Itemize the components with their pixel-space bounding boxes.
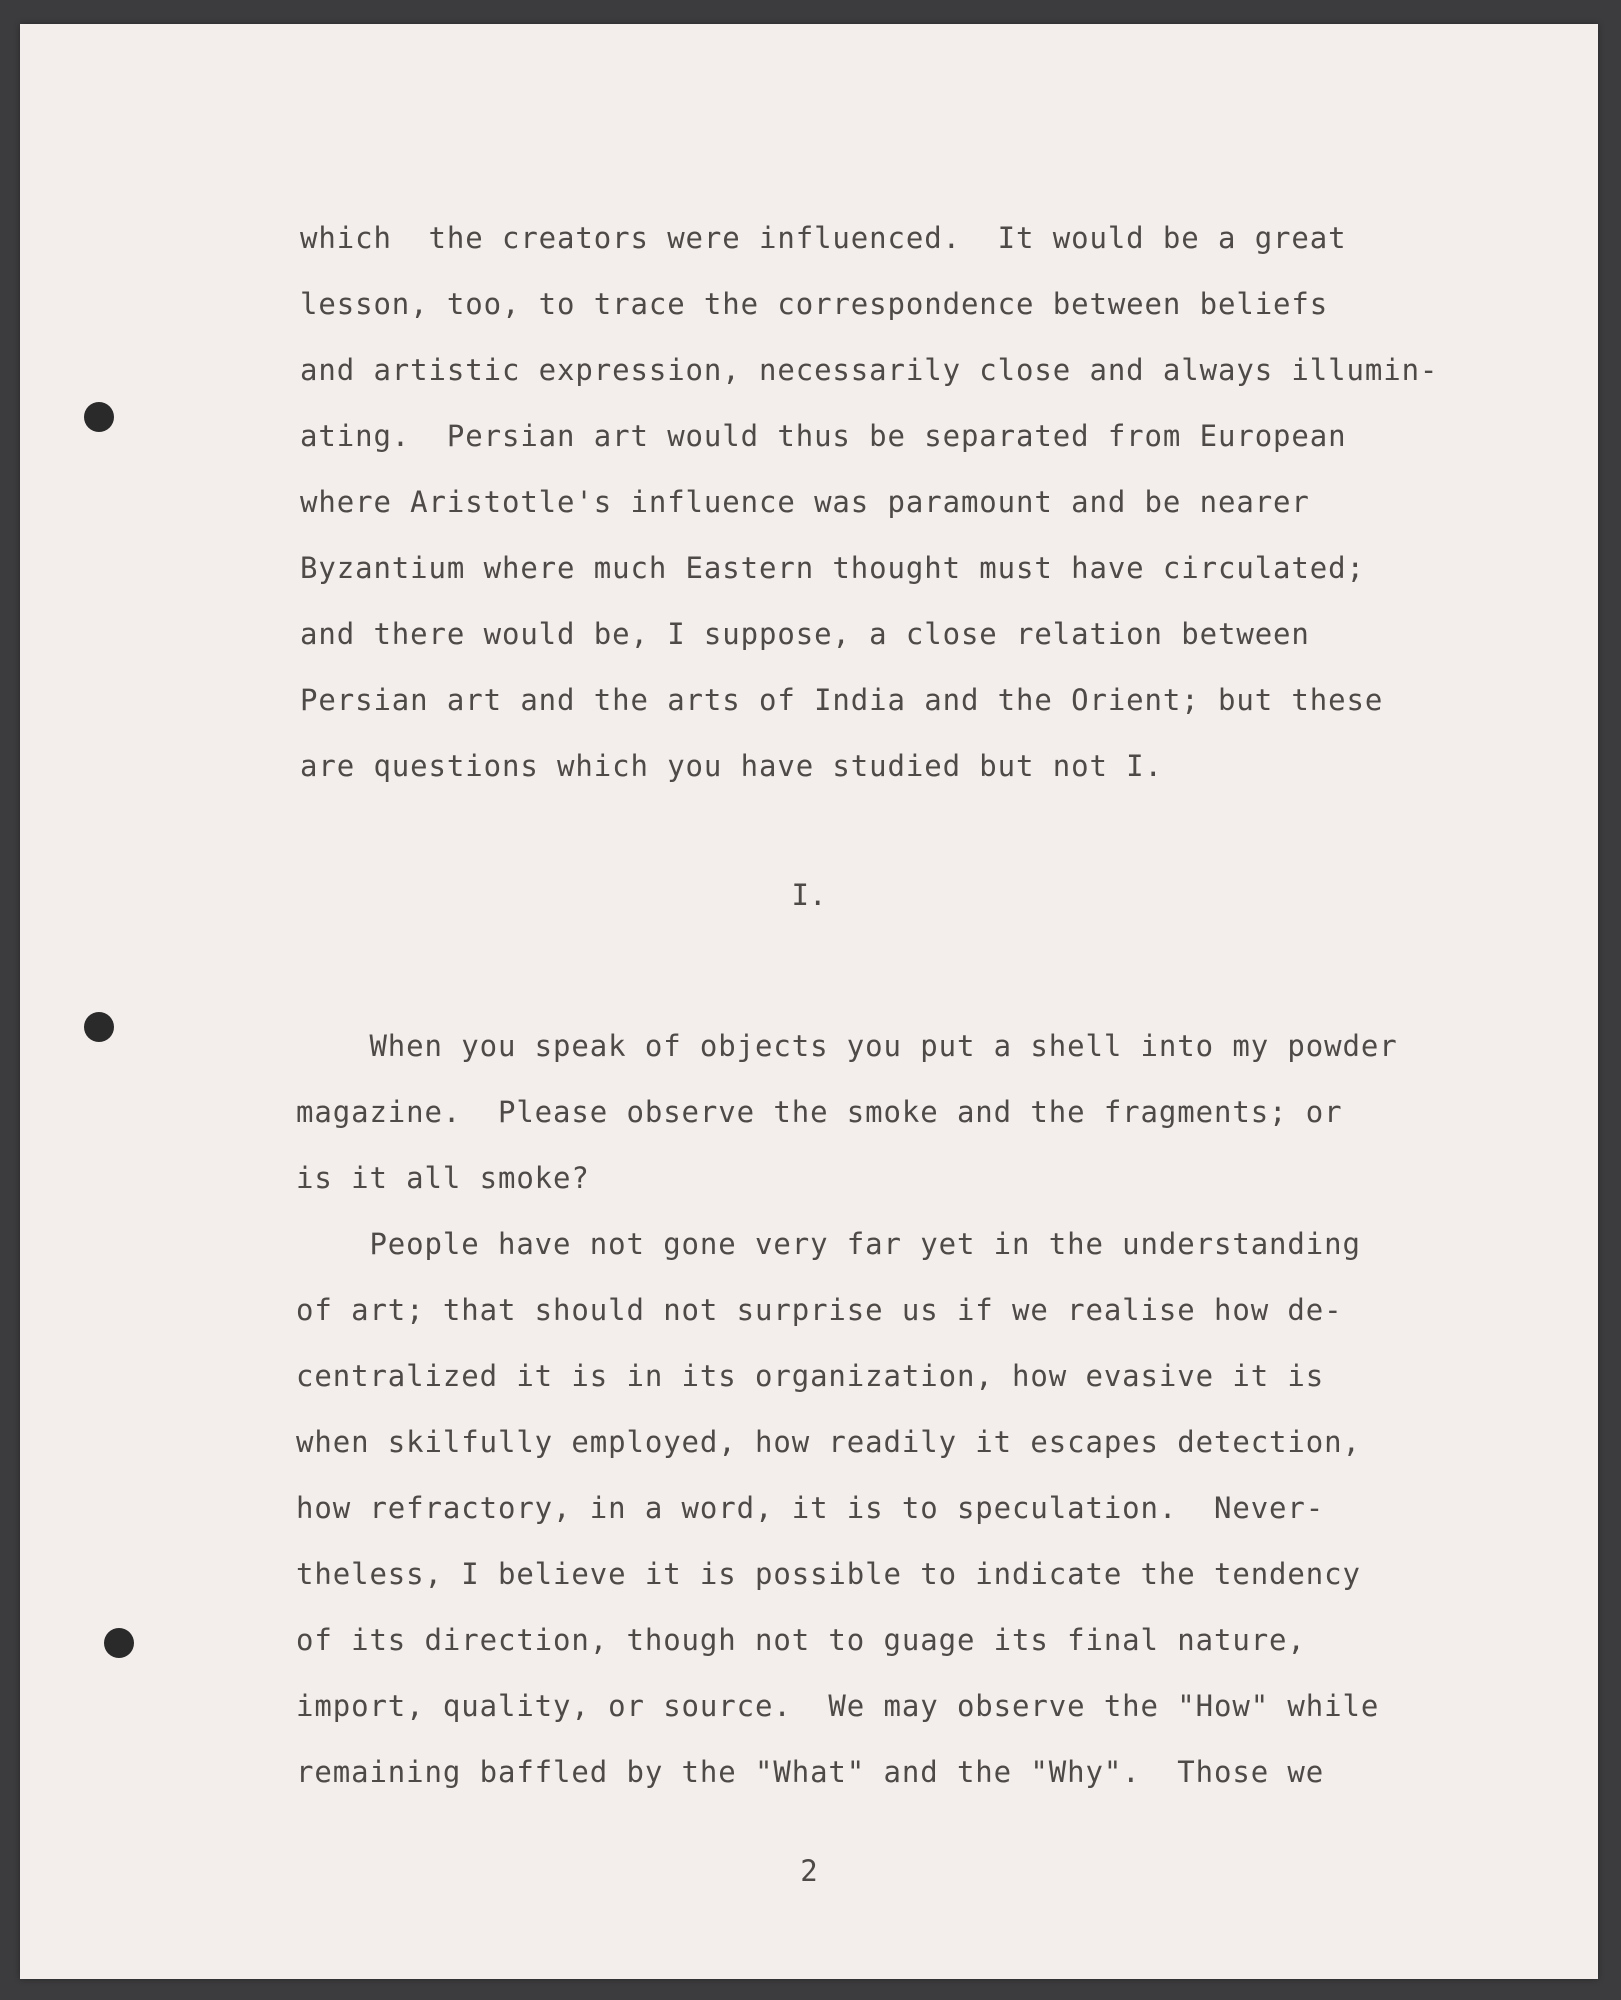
text-line: how refractory, in a word, it is to speculation. Never- — [296, 1491, 1325, 1525]
page-number: 2 — [800, 1854, 818, 1888]
text-line: centralized it is in its organization, how evasive it is — [296, 1359, 1325, 1393]
text-line: magazine. Please observe the smoke and the fragments; or — [296, 1095, 1343, 1129]
text-line: import, quality, or source. We may observe the "How" while — [296, 1689, 1380, 1723]
punch-hole — [84, 402, 114, 432]
text-line: when skilfully employed, how readily it escapes detection, — [296, 1425, 1361, 1459]
punch-hole — [84, 1012, 114, 1042]
document-page — [20, 24, 1598, 1979]
text-line: are questions which you have studied but not I. — [300, 749, 1163, 783]
text-line: remaining baffled by the "What" and the "Why". Those we — [296, 1755, 1325, 1789]
text-line: where Aristotle's influence was paramount and be nearer — [300, 485, 1310, 519]
text-line: and there would be, I suppose, a close relation between — [300, 617, 1310, 651]
punch-hole — [104, 1628, 134, 1658]
section-heading: I. — [791, 878, 827, 912]
text-line: ating. Persian art would thus be separated from European — [300, 419, 1347, 453]
text-line: Byzantium where much Eastern thought must have circulated; — [300, 551, 1365, 585]
text-line: of art; that should not surprise us if we realise how de- — [296, 1293, 1343, 1327]
text-line: lesson, too, to trace the correspondence between beliefs — [300, 287, 1329, 321]
text-line: theless, I believe it is possible to indicate the tendency — [296, 1557, 1361, 1591]
text-line: which the creators were influenced. It would be a great — [300, 221, 1347, 255]
text-line: Persian art and the arts of India and the Orient; but these — [300, 683, 1384, 717]
text-line: of its direction, though not to guage its final nature, — [296, 1623, 1306, 1657]
text-line: When you speak of objects you put a shell into my powder — [296, 1029, 1398, 1063]
text-line: is it all smoke? — [296, 1161, 590, 1195]
text-line: and artistic expression, necessarily close and always illumin- — [300, 353, 1439, 387]
text-line: People have not gone very far yet in the understanding — [296, 1227, 1361, 1261]
